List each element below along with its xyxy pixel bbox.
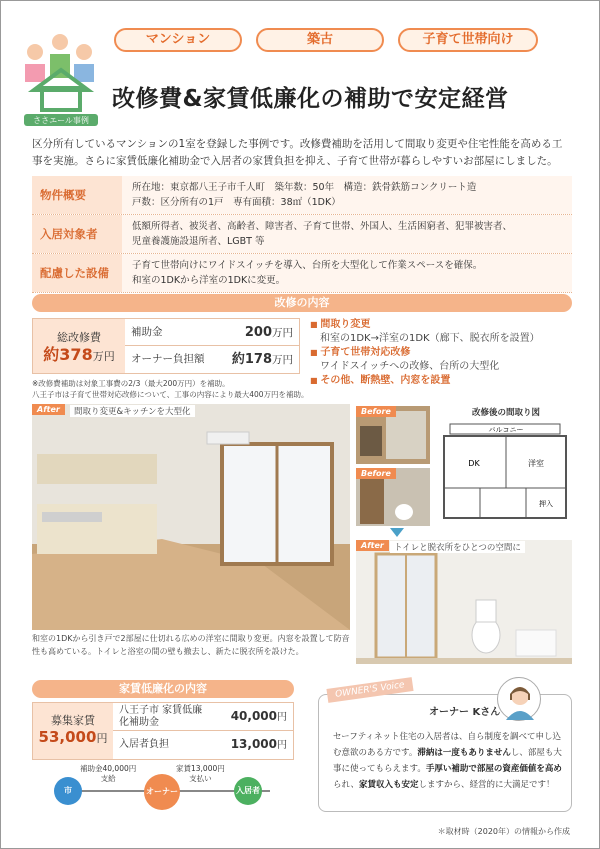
page-title: 改修費&家賃低廉化の補助で安定経営	[112, 86, 509, 112]
flow-label: 支給	[100, 774, 116, 783]
rent-label: 募集家賃	[51, 714, 95, 727]
info-line: 低額所得者、被災者、高齢者、障害者、子育て世帯、外国人、生活困窮者、犯罪被害者、	[132, 221, 513, 232]
owner-voice-box	[318, 680, 572, 812]
rent-row-value: 40,000	[230, 708, 277, 723]
section-header-rent: 家賃低廉化の内容	[32, 680, 294, 698]
note-line: 八王子市は子育て世帯対応改修について、工事の内容により最大400万円を補助。	[32, 390, 309, 399]
cost-row-subsidy	[125, 319, 299, 346]
tag-mansion: マンション	[114, 28, 242, 52]
info-line: 所在地：東京都八王子市千人町 築年数：50年 構造：鉄骨鉄筋コンクリート造	[132, 182, 477, 193]
logo-label: ささエール事例	[33, 116, 89, 125]
change-heading: ■ その他、断熱壁、内窓を設置	[310, 374, 570, 388]
voice-text: られ、	[333, 780, 360, 790]
change-detail: 和室の1DK→洋室の1DK（廊下、脱衣所を設置）	[320, 333, 540, 344]
rent-row-label: 八王子市 家賃低廉化補助金	[119, 704, 203, 728]
after-tag: After	[356, 540, 389, 551]
info-line: 和室の1DKから洋室の1DKに変更。	[132, 275, 286, 286]
owner-name: オーナー Kさん	[429, 707, 501, 718]
fp-balcony-label: バルコニー	[488, 426, 524, 434]
rent-row-value: 13,000	[230, 737, 277, 751]
rent-box	[32, 702, 294, 760]
info-label: 配慮した設備	[32, 254, 122, 292]
after-room-photo	[32, 404, 350, 630]
subsidy-note	[32, 378, 309, 400]
tag-child-rearing: 子育て世帯向け	[398, 28, 538, 52]
info-label: 物件概要	[32, 176, 122, 214]
cost-amount: 約378	[43, 345, 93, 364]
change-heading: ■ 子育て世帯対応改修	[310, 346, 570, 360]
note-line: ※改修費補助は対象工事費の2/3（最大200万円）を補助。	[32, 379, 230, 388]
renovation-photo-caption: 和室の1DKから引き戸で2部屋に仕切れる広めの洋室に間取り変更。内窓を設置して防音性も高めている。トイレと浴室の間の壁も撤去し、新たに脱衣所を設けた。	[32, 634, 350, 656]
renovation-cost-box	[32, 318, 300, 374]
section-header-renovation: 改修の内容	[32, 294, 572, 312]
before-tag: Before	[356, 406, 396, 417]
owner-avatar-icon	[497, 677, 541, 721]
main-photo-caption: 間取り変更&キッチンを大型化	[70, 405, 195, 417]
owner-voice-header: OWNER'S Voice	[326, 677, 413, 703]
cost-row-label: オーナー負担額	[131, 353, 205, 365]
change-detail: ワイドスイッチへの改修、台所の大型化	[320, 361, 500, 372]
voice-text-bold: 滞納は一度もありません	[417, 748, 511, 758]
cost-row-owner	[125, 346, 299, 373]
after-tag: After	[32, 404, 65, 415]
rent-row-unit: 円	[277, 740, 287, 751]
owner-circle: オーナー	[144, 774, 180, 810]
info-line: 児童養護施設退所者、LGBT 等	[132, 236, 265, 247]
tenant-circle: 入居者	[234, 777, 262, 805]
bathroom-photo-caption: トイレと脱衣所をひとつの空間に	[390, 541, 525, 553]
info-line: 子育て世帯向けにワイドスイッチを導入、台所を大型化して作業スペースを確保。	[132, 260, 483, 271]
voice-text-bold: 手厚い補助で部屋の資産価値を高め	[425, 764, 562, 774]
tag-old-building: 築古	[256, 28, 384, 52]
cost-row-label: 補助金	[131, 326, 163, 338]
fp-closet-label: 押入	[539, 500, 553, 508]
cost-unit: 万円	[92, 350, 115, 363]
rent-row-subsidy	[113, 703, 293, 731]
fp-dk-label: DK	[468, 459, 480, 468]
cost-row-unit: 万円	[272, 354, 293, 366]
info-row-target	[32, 215, 572, 254]
intro-text: 区分所有しているマンションの1室を登録した事例です。改修費補助を活用して間取り変更や住宅性能を高める工事を実施。さらに家賃低廉化補助金で入居者の家賃負担を抑え、子育て世帯が暮らしやすいお部屋にしました。	[32, 138, 563, 167]
voice-text: し、部屋も大事に使ってもらえます。	[333, 748, 562, 774]
info-line: 戸数：区分所有の1戸 専有面積：38㎡（1DK）	[132, 197, 341, 208]
rent-amount: 53,000	[38, 728, 97, 746]
fp-room-label: 洋室	[528, 459, 544, 468]
cost-row-value: 約178	[231, 352, 272, 367]
flow-label: 家賃13,000円	[176, 764, 225, 773]
after-bathroom-photo	[356, 540, 572, 664]
voice-text: セーフティネット住宅の入居者は、自ら制度を調べて申し込む意欲のある方です。	[333, 732, 562, 758]
city-circle: 市	[54, 777, 82, 805]
flow-label: 補助金40,000円	[80, 764, 137, 773]
info-row-overview	[32, 176, 572, 215]
voice-text: しますから、経営的に大満足です！	[418, 780, 555, 790]
voice-text-bold: 家賃収入も安定	[359, 780, 419, 790]
change-heading: ■ 間取り変更	[310, 318, 570, 332]
footnote: ＊取材時（2020年）の情報から作成	[437, 827, 570, 836]
before-tag: Before	[356, 468, 396, 479]
flow-label: 支払い	[189, 774, 212, 783]
rent-unit: 円	[96, 732, 108, 745]
cost-row-unit: 万円	[272, 327, 293, 339]
rent-row-label: 入居者負担	[119, 739, 169, 750]
floorplan-title: 改修後の間取り図	[471, 408, 540, 418]
cost-label: 総改修費	[57, 331, 101, 344]
property-info-table	[32, 176, 572, 293]
info-row-equipment	[32, 254, 572, 293]
family-house-logo	[20, 30, 102, 128]
floor-plan	[440, 406, 572, 524]
rent-row-tenant	[113, 731, 293, 759]
rent-row-unit: 円	[277, 711, 287, 723]
renovation-changes-list	[310, 318, 570, 388]
cost-row-value: 200	[244, 325, 272, 340]
arrow-down-icon	[390, 528, 404, 537]
payment-flow-diagram	[40, 764, 290, 814]
info-label: 入居対象者	[32, 215, 122, 253]
